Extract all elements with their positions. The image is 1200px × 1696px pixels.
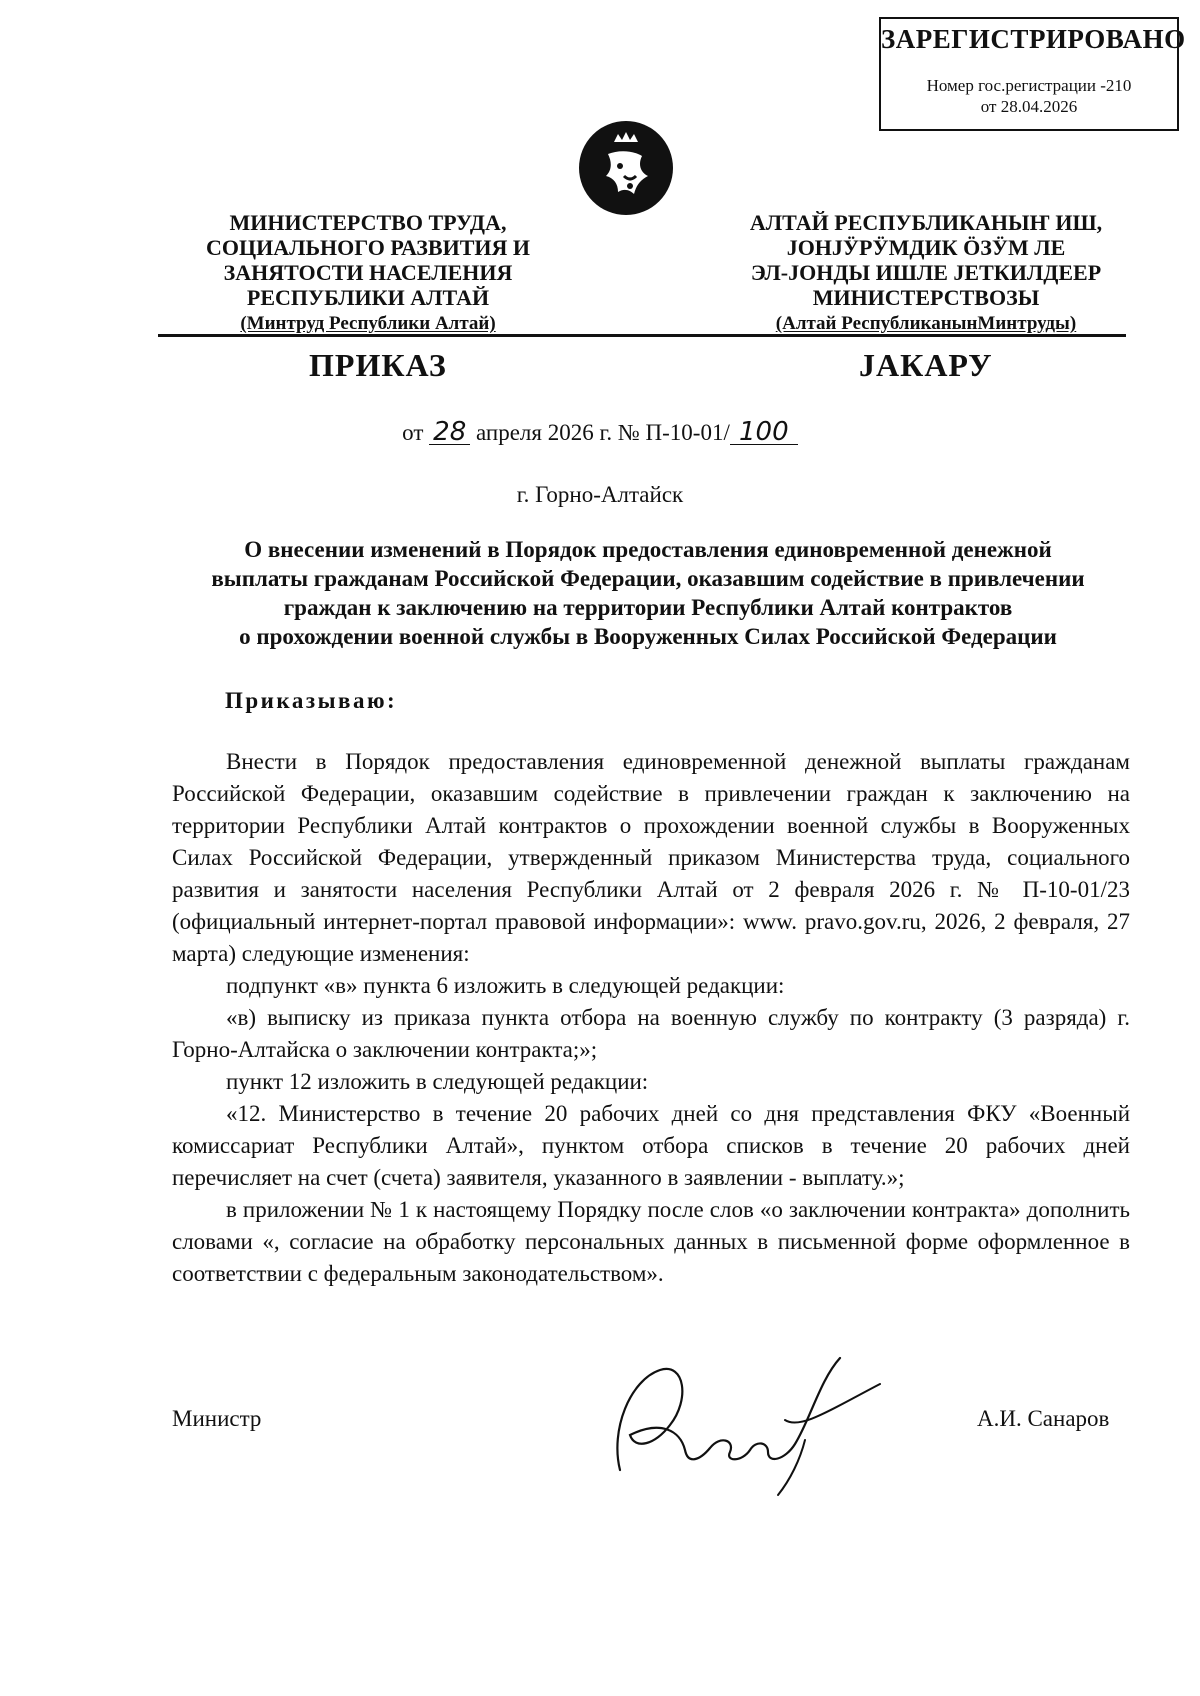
signatory-name: А.И. Санаров <box>977 1406 1110 1431</box>
header-abbreviation: (Алтай РеспубликанынМинтруды) <box>775 313 1077 334</box>
order-date-line <box>0 417 1200 447</box>
signature-icon <box>600 1340 900 1500</box>
handwritten-order-number: 100 <box>730 420 798 445</box>
order-word-altai: ЈАКАРУ <box>859 347 993 383</box>
title-line: о прохождении военной службы в Вооруженных Силах Российской Федерации <box>239 624 1057 649</box>
header-line: СОЦИАЛЬНОГО РАЗВИТИЯ И <box>206 235 530 260</box>
city-line: г. Горно-Алтайск <box>516 482 684 507</box>
order-word-russian: ПРИКАЗ <box>309 347 447 383</box>
registration-stamp <box>879 17 1186 131</box>
body-paragraph: пункт 12 изложить в следующей редакции: <box>226 1069 649 1094</box>
handwritten-day: 28 <box>429 420 470 445</box>
body-paragraph: «12. Министерство в течение 20 рабочих дней со дня представления ФКУ «Военный комиссариат Республики Алтай», пунктом отбора списков в течение 20 рабочих дней перечисляет на счет (счета) заявителя, указанного в заявлении - выплату.»; <box>172 1101 1130 1190</box>
date-prefix: от <box>402 420 424 445</box>
body-paragraph: в приложении № 1 к настоящему Порядку после слов «о заключении контракта» дополнить словами «, согласие на обработку персональных данных в письменной форме оформленное в соответствии с федеральным законодательством». <box>172 1197 1130 1286</box>
header-divider <box>158 334 1126 337</box>
document-title <box>168 535 1128 651</box>
header-line: МИНИСТЕРСТВОЗЫ <box>812 285 1040 310</box>
header-line: ЭЛ-ЈОНДЫ ИШЛЕ ЈЕТКИЛДЕЕР <box>750 260 1102 285</box>
ministry-header-altai <box>706 210 1146 336</box>
title-line: выплаты гражданам Российской Федерации, оказавшим содействие в привлечении <box>211 566 1085 591</box>
header-line: МИНИСТЕРСТВО ТРУДА, <box>229 210 507 235</box>
body-paragraph: подпункт «в» пункта 6 изложить в следующей редакции: <box>226 973 785 998</box>
header-line: ЗАНЯТОСТИ НАСЕЛЕНИЯ <box>223 260 513 285</box>
body-paragraph: Внести в Порядок предоставления единовременной денежной выплаты гражданам Российской Федерации, оказавшим содействие в привлечении граждан к заключению на территории Республики Алтай контрактов о прохождении военной службы в Вооруженных Силах Российской Федерации, утвержденный приказом Министерства труда, социального развития и занятости населения Республики Алтай от 2 февраля 2026 г. № П-10-01/23 (официальный интернет-портал правовой информации»: www. pravo.gov.ru, 2026, 2 февраля, 27 марта) следующие изменения: <box>172 749 1130 966</box>
command-heading: Приказываю: <box>225 688 398 713</box>
document-body <box>172 746 1130 1290</box>
header-line: ЈОНЈӰРӰМДИК ӦЗӰМ ЛЕ <box>786 235 1066 260</box>
coat-of-arms-icon <box>578 120 674 216</box>
ministry-header-russian <box>148 210 588 336</box>
stamp-registration-date: от 28.04.2026 <box>980 97 1078 116</box>
date-text: апреля 2026 г. № П-10-01/ <box>476 420 730 445</box>
header-line: АЛТАЙ РЕСПУБЛИКАНЫҤ ИШ, <box>749 210 1103 235</box>
header-line: РЕСПУБЛИКИ АЛТАЙ <box>246 285 490 310</box>
title-line: О внесении изменений в Порядок предоставления единовременной денежной <box>244 537 1052 562</box>
header-abbreviation: (Минтруд Республики Алтай) <box>240 313 496 334</box>
title-line: граждан к заключению на территории Республики Алтай контрактов <box>283 595 1013 620</box>
body-paragraph: «в) выписку из приказа пункта отбора на военную службу по контракту (3 разряда) г. Горно-Алтайска о заключении контракта;»; <box>172 1005 1130 1062</box>
stamp-registration-number: Номер гос.регистрации -210 <box>926 76 1132 95</box>
stamp-title: ЗАРЕГИСТРИРОВАНО <box>881 24 1186 54</box>
signatory-role: Министр <box>172 1406 262 1431</box>
